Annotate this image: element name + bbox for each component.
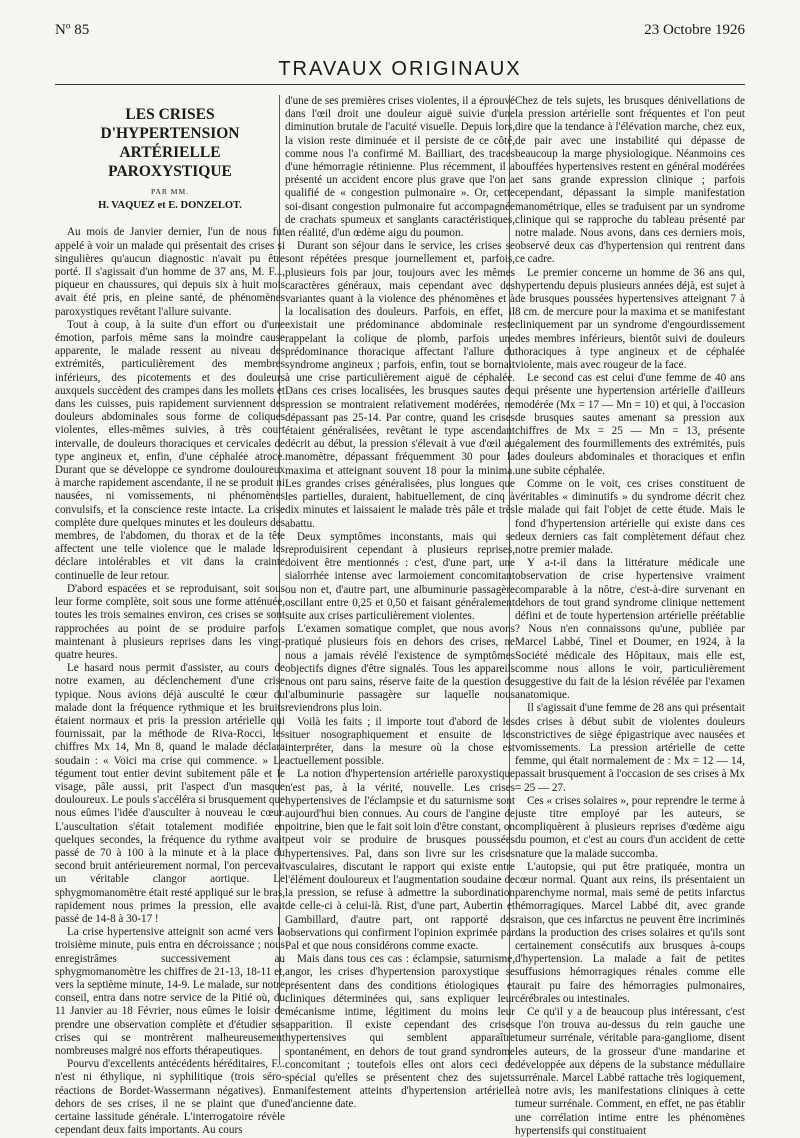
paragraph: La crise hypertensive atteignit son acmé vers la troisième minute, puis entra en décroissance ; nous enregistrâmes successivement au sphygmomanomètre les chiffres de 21-13, 18-11 et, vers la septième minute, 14-9. Le malade, sur notre conseil, entra dans notre service de la Pitié où, du 11 Janvier au 18 Février, nous eûmes le loisir de prendre une observation complète et d'étudier ses crises qui se montrèrent malheureusement nombreuses malgré nos efforts thérapeutiques. xyxy=(55,926,285,1057)
column-1 xyxy=(55,95,286,1137)
paragraph: Durant son séjour dans le service, les crises se sont répétées presque journellement et, parfois, plusieurs fois par jour, toujours avec les mêmes caractères généraux, mais cependant avec des variantes quant à la violence des phénomènes et à la localisation des douleurs. Parfois, en effet, il existait une prédominance abdominale reste rappelant la colique de plomb, parfois une prédominance thoracique affectant l'allure du syndrome angineux ; parfois, enfin, tout se bornait à une crise particulièrement aiguë de céphalée. Dans ces crises localisées, les brusques sautes de pression se montraient relativement modérées, ne dépassant pas 25-14. Par contre, quand les crises étaient généralisées, revêtant le type ascendant décrit au début, la pression s'élevait à vue d'œil au manomètre, dépassant fréquemment 30 pour la maxima et atteignant souvent 18 pour la minima. Les grandes crises généralisées, plus longues que les partielles, duraient, habituellement, de cinq à dix minutes et laissaient le malade très pâle et très abattu. xyxy=(285,240,515,530)
running-header xyxy=(55,22,745,44)
paragraph: Deux symptômes inconstants, mais qui se reproduisirent cependant à plusieurs reprises, doivent être mentionnés : c'est, d'une part, une sialorrhée intense avec larmoiement concomitant ou non et, d'autre part, une albuminurie passagère oscillant entre 0,25 et 0,50 et faisant généralement suite aux crises particulièrement violentes. xyxy=(285,530,515,622)
paragraph: Chez de tels sujets, les brusques dénivellations de la pression artérielle sont fréquentes et l'on peut dire que la tendance à l'élévation marche, chez eux, de pair avec une instabilité qui dépasse de beaucoup la marge physiologique. Néanmoins ces bouffées hypertensives restent en général modérées et sans grande expression clinique ; parfois cependant, dépassant la simple manifestation manométrique, elles se traduisent par un syndrome clinique qui se rapproche du tableau présenté par notre malade. Nous avons, dans ces derniers mois, observé deux cas d'hypertension qui rentrent dans ce cadre. xyxy=(515,95,745,266)
paragraph: L'autopsie, qui put être pratiquée, montra un cœur normal. Quant aux reins, ils présentaient un parenchyme normal, mais semé de petits infarctus hémorragiques. Marcel Labbé dit, avec grande raison, que ces infarctus ne peuvent être incriminés dans la production des crises solaires et qu'ils sont certainement consécutifs aux brusques à-coups d'hypertension. La malade a fait de petites suffusions hémorragiques rénales comme elle aurait pu faire des hémorragies pulmonaires, cérébrales ou intestinales. xyxy=(515,860,745,1005)
byline-par: PAR MM. xyxy=(151,187,189,196)
header-rule xyxy=(55,84,745,85)
paragraph: Le second cas est celui d'une femme de 40 ans qui présente une hypertension artérielle d'ailleurs modérée (Mx = 17 — Mn = 10) et qui, à l'occasion de brusques sautes amenant sa pression aux chiffres de Mx = 25 — Mn = 13, présente également des fourmillements des extrémités, puis des douleurs abdominales et thoraciques et enfin une subite céphalée. xyxy=(515,372,745,477)
paragraph: Voilà les faits ; il importe tout d'abord de les situer nosographiquement et ensuite de les interpréter, dans la mesure où la chose est actuellement possible. xyxy=(285,715,515,768)
paragraph: Tout à coup, à la suite d'un effort ou d'une émotion, parfois même sans la moindre cause apparente, le malade ressent au niveau des extrémités, particulièrement des membres inférieurs, des picotements et des douleurs auxquels succèdent des crampes dans les mollets et dans les cuisses, puis rapidement surviennent des douleurs abdominales sous forme de coliques violentes, elles-mêmes suivies, à très court intervalle, de douleurs thoraciques et cervicales de type angineux et, enfin, d'une céphalée atroce. Durant que se développe ce syndrome douloureux à marche rapidement ascendante, il ne se produit ni nausées, ni vomissements, ni phénomènes convulsifs, et la conscience reste intacte. La crise complète dure quelques minutes et les douleurs des membres, de l'abdomen, du thorax et de la tête affectent une telle violence que le malade les déclare intolérables et vit dans la crainte continuelle de leur retour. xyxy=(55,318,285,582)
issue-date: 23 Octobre 1926 xyxy=(644,22,745,38)
paragraph: Y a-t-il dans la littérature médicale une observation de crise hypertensive vraiment comparable à la nôtre, c'est-à-dire survenant en dehors de tout grand syndrome clinique nettement défini et de toute hypertension artérielle préétablie ? Nous n'en connaissons qu'une, publiée par Marcel Labbé, Tinel et Doumer, en 1924, à la Société médicale des Hôpitaux, mais elle est, comme nous allons le voir, particulièrement suggestive du fait de la lésion révélée par l'examen anatomique. xyxy=(515,557,745,702)
column-3 xyxy=(515,95,745,1137)
section-rubric: TRAVAUX ORIGINAUX xyxy=(278,58,522,80)
title-line: D'HYPERTENSION ARTÉRIELLE xyxy=(100,125,240,161)
title-line: LES CRISES xyxy=(125,106,215,123)
paragraph: Il s'agissait d'une femme de 28 ans qui présentait des crises à début subit de violentes douleurs constrictives de siège épigastrique avec nausées et vomissements. La pression artérielle de cette femme, qui était normalement de : Mx = 12 — 14, passait brusquement à l'occasion de ses crises à Mx = 25 — 27. xyxy=(515,702,745,794)
title-line: PAROXYSTIQUE xyxy=(108,163,232,180)
authors: H. VAQUEZ et E. DONZELOT. xyxy=(98,200,242,212)
article-title xyxy=(55,105,285,181)
paragraph: Comme on le voit, ces crises constituent de véritables « diminutifs » du syndrome décrit chez le malade qui fait l'objet de cette étude. Mais le fond d'hypertension artérielle qui existe dans ces deux derniers cas fait complètement défaut chez notre premier malade. xyxy=(515,477,745,556)
paragraph: D'abord espacées et se reproduisant, soit sous leur forme complète, soit sous une forme atténuée, toutes les trois semaines environ, ces crises se sont rapprochées au point de se produire parfois maintenant à plusieurs reprises dans les vingt-quatre heures. xyxy=(55,582,285,661)
paragraph: Ces « crises solaires », pour reprendre le terme à juste titre employé par les auteurs, se compliquèrent à plusieurs reprises d'œdème aigu du poumon, et c'est au cours d'un accident de cette nature que la malade succomba. xyxy=(515,794,745,860)
paragraph: Pourvu d'excellents antécédents héréditaires, F... n'est ni éthylique, ni syphilitique (trois séro-réactions de Bordet-Wassermann négatives). En dehors de ses crises, il ne se plaint que d'une certaine lassitude générale. L'interrogatoire révèle cependant deux faits importants. Au cours xyxy=(55,1058,285,1137)
paragraph: L'examen somatique complet, que nous avons pratiqué plusieurs fois en dehors des crises, ne nous a jamais révélé l'existence de symptômes objectifs dignes d'être signalés. Tous les appareils nous ont paru sains, réserve faite de la question de l'albuminurie passagère sur laquelle nous reviendrons plus loin. xyxy=(285,623,515,715)
column-2 xyxy=(285,95,515,1111)
paragraph: Ce qu'il y a de beaucoup plus intéressant, c'est que l'on trouva au-dessus du rein gauche une tumeur surrénale, véritable para-gangliome, disent les auteurs, de la grosseur d'une mandarine et développée aux dépens de la substance médullaire surrénale. Marcel Labbé rattache très logiquement, à notre avis, les manifestations cliniques à cette tumeur surrénale. Comment, en effet, ne pas établir une corrélation intime entre les phénomènes hypertensifs qui constituaient xyxy=(515,1006,745,1137)
paragraph: Au mois de Janvier dernier, l'un de nous fut appelé à voir un malade qui présentait des crises si singulières qu'aucun diagnostic n'avait pu être porté. Il s'agissait d'un homme de 37 ans, M. F..., piqueur en chaussures, qui depuis six à huit mois avait été pris, en pleine santé, de phénomènes paroxystiques revêtant l'allure suivante. xyxy=(55,226,285,318)
paragraph: Le premier concerne un homme de 36 ans qui, hypertendu depuis plusieurs années déjà, est sujet à de brusques poussées hypertensives atteignant 7 à 8 cm. de mercure pour la maxima et se manifestant cliniquement par un syndrome d'engourdissement des membres inférieurs, bientôt suivi de douleurs thoraciques à type angineux et de céphalée violente, mais avec rougeur de la face. xyxy=(515,266,745,372)
paragraph: Mais dans tous ces cas : éclampsie, saturnisme, angor, les crises d'hypertension paroxystique se présentent dans des conditions étiologiques et cliniques déterminées qui, sans expliquer leur mécanisme intime, légitiment du moins leur apparition. Il existe cependant des crises hypertensives qui semblent apparaître spontanément, en dehors de tout grand syndrome concomitant ; toutefois elles ont alors ceci de spécial qu'elles se présentent chez des sujets manifestement atteints d'hypertension artérielle d'ancienne date. xyxy=(285,953,515,1111)
paragraph: Le hasard nous permit d'assister, au cours de notre examen, au déclenchement d'une crise typique. Nous avions déjà ausculté le cœur du malade dont la fréquence rythmique et les bruits étaient normaux et pris la pression artérielle qui fournissait, par la méthode de Riva-Rocci, les chiffres Mx 14, Mn 8, quand le malade déclara soudain : « Voici ma crise qui commence. » Le tégument tout entier devint subitement pâle et le visage, pâle aussi, prit l'aspect d'un masque douloureux. Le pouls s'accéléra si brusquement que nous eûmes l'idée d'ausculter à nouveau le cœur. L'auscultation s'était totalement modifiée en quelques secondes, la fréquence du rythme avait passé de 70 à 100 à la minute et à la place du second bruit antérieurement normal, l'on percevait un véritable clangor aortique. Le sphygmomanomètre était resté appliqué sur le bras, rapidement nous primes la pression, elle avait passé de 14-8 à 30-17 ! xyxy=(55,662,286,925)
paragraph: La notion d'hypertension artérielle paroxystique n'est pas, à la vérité, nouvelle. Les crises hypertensives de l'éclampsie et du saturnisme sont aujourd'hui bien connues. Au cours de l'angine de poitrine, bien que le fait soit loin d'être constant, on peut voir se produire de brusques poussées hypertensives. Pal, dans son livre sur les crises vasculaires, discutant le rapport qui existe entre l'élément douloureux et l'augmentation soudaine de la pression, se refuse à admettre la subordination de celle-ci à celui-là. Rist, d'une part, Aubertin et Gambillard, d'autre part, ont rapporté des observations qui confirment l'opinion exprimée par Pal et que nous considérons comme exacte. xyxy=(285,768,515,952)
issue-number: Nº 85 xyxy=(55,22,90,38)
paragraph: d'une de ses premières crises violentes, il a éprouvé dans l'œil droit une douleur aiguë suivie d'une diminution brutale de l'acuité visuelle. Depuis lors, la vision reste diminuée et il persiste de ce côté, comme nous l'a confirmé M. Bailliart, des traces d'une hémorragie rétinienne. Plus récemment, il a présenté un accident encore plus grave que l'on a qualifié de « congestion pulmonaire ». Or, cette soi-disant congestion pulmonaire fut accompagnée de crachats spumeux et sanglants caractéristiques, en réalité, d'un œdème aigu du poumon. xyxy=(285,95,515,240)
